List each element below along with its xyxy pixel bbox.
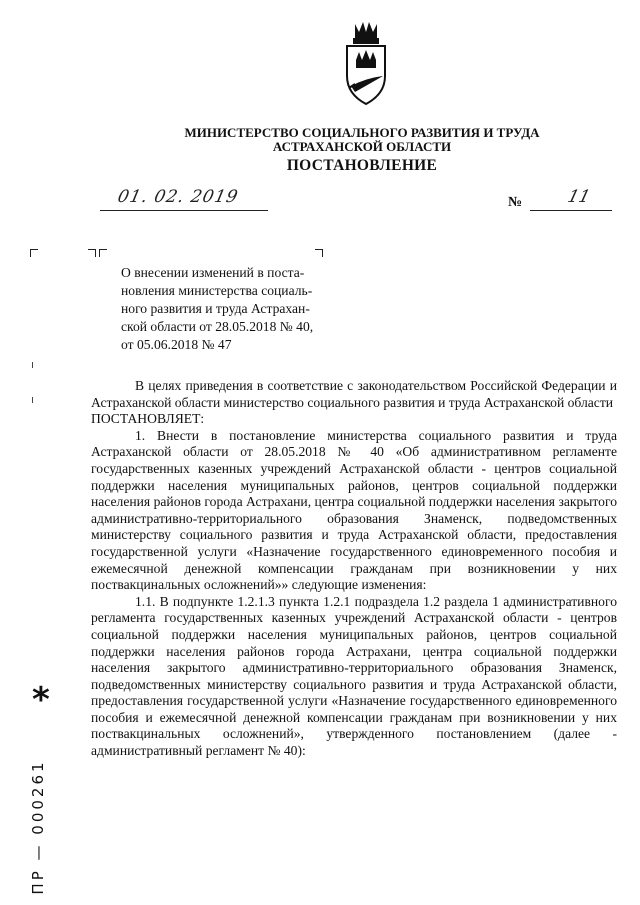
corner-mark — [30, 249, 38, 257]
subject-line: О внесении изменений в поста- — [121, 265, 305, 280]
item-1-1-paragraph: 1.1. В подпункте 1.2.1.3 пункта 1.2.1 подраздела 1.2 раздела 1 административного регламента государственных казенных учреждений Астраханской области - центров социальной поддержки населения муниципальных районов, центров социальной поддержки населения районов города Астрахани, центра социальной поддержки населения закрытого административно-территориального образования Знаменск, подведомственных министерству социального развития и труда Астраханской области, предоставления государственной услуги «Назначение государственного единовременного пособия и ежемесячной денежной компенсации гражданам при возникновении у них поствакцинальных осложнений», утвержденного постановлением (далее - административный регламент № 40): — [91, 593, 617, 759]
corner-mark — [88, 249, 96, 257]
corner-mark — [99, 249, 107, 257]
document-type-title: ПОСТАНОВЛЕНИЕ — [286, 157, 438, 174]
registration-stamp — [14, 759, 62, 895]
subject-line: от 05.06.2018 № 47 — [121, 337, 232, 352]
subject-line: ного развития и труда Астрахан- — [121, 301, 310, 316]
coat-of-arms-emblem — [333, 20, 399, 112]
handwritten-number: 11 — [565, 187, 593, 207]
ministry-name-line2: АСТРАХАНСКОЙ ОБЛАСТИ — [272, 139, 452, 154]
item-1-paragraph: 1. Внести в постановление министерства социального развития и труда Астраханской области от 28.05.2018 № 40 «Об административном регламенте государственных казенных учреждений Астраханской области - центров социальной поддержки населения муниципальных районов, центров социальной поддержки населения районов города Астрахани, центра социальной поддержки населения закрытого административно-территориального образования Знаменск, подведомственных министерству социального развития и труда Астраханской области, предоставления государственной услуги «Назначение государственного единовременного пособия и ежемесячной денежной компенсации гражданам при возникновении у них поствакцинальных осложнений»» следующие изменения: — [91, 427, 617, 593]
number-label: № — [508, 195, 523, 210]
ministry-name-line1: МИНИСТЕРСТВО СОЦИАЛЬНОГО РАЗВИТИЯ И ТРУДА — [184, 125, 540, 140]
handwritten-date: 01. 02. 2019 — [115, 187, 241, 207]
resolves-heading: ПОСТАНОВЛЯЕТ: — [91, 411, 205, 427]
corner-mark — [315, 249, 323, 257]
preamble-paragraph: В целях приведения в соответствие с законодательством Российской Федерации и Астраханской области министерство социального развития и труда Астраханской области — [91, 378, 617, 410]
registration-number: ПР — 000261 — [29, 759, 47, 895]
subject-block — [121, 264, 346, 354]
document-body — [91, 378, 617, 760]
margin-tick — [32, 362, 33, 368]
margin-asterisk: * — [32, 680, 50, 720]
margin-tick — [32, 397, 33, 403]
subject-line: ской области от 28.05.2018 № 40, — [121, 319, 314, 334]
subject-line: новления министерства социаль- — [121, 283, 313, 298]
